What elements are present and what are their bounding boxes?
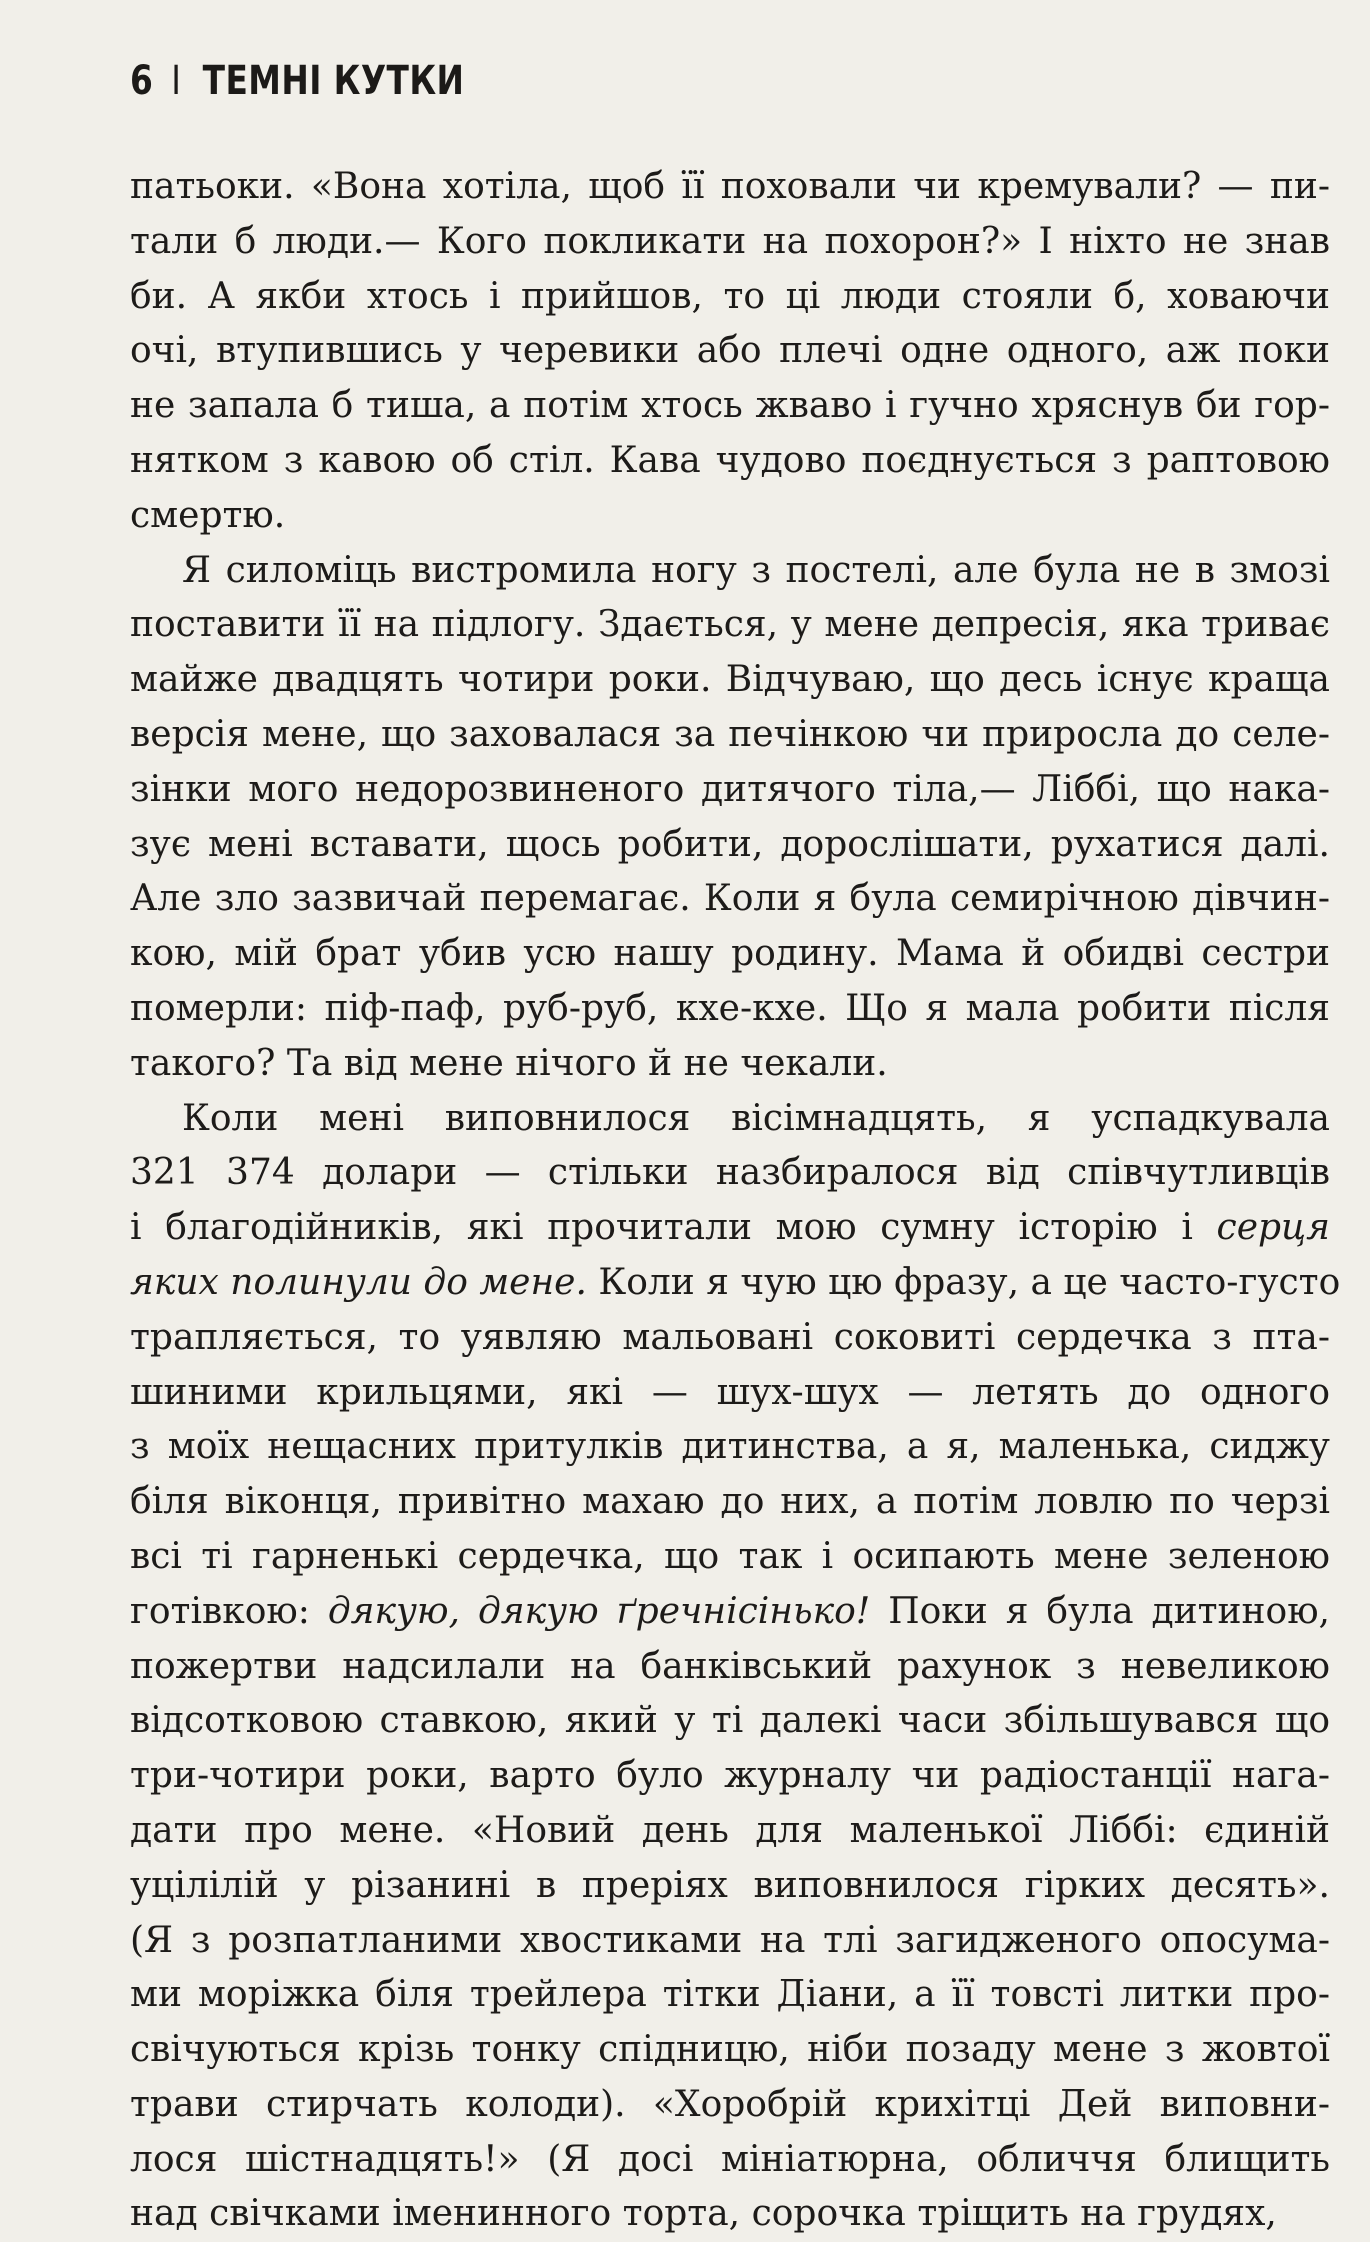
text-line	[130, 1475, 1330, 1530]
text-segment: лося шістнадцять!» (Я досі мініатюрна, обличчя блищить	[130, 2138, 1330, 2180]
text-line	[130, 544, 1330, 599]
text-line	[130, 1092, 1330, 1147]
text-segment: зує мені вставати, щось робити, дорослішати, рухатися далі.	[130, 823, 1330, 865]
text-line	[130, 653, 1330, 708]
page-number: 6	[130, 58, 154, 104]
text-segment: зінки мого недорозвиненого дитячого тіла,— Ліббі, що нака-	[130, 768, 1330, 810]
text-segment: Я силоміць вистромила ногу з постелі, але була не в змозі	[182, 549, 1330, 591]
running-head	[130, 58, 464, 104]
text-segment: би. А якби хтось і прийшов, то ці люди стояли б, ховаючи	[130, 275, 1330, 317]
text-line	[130, 1804, 1330, 1859]
italic-text: яких полинули до мене.	[130, 1261, 587, 1303]
text-line	[130, 818, 1330, 873]
text-segment: Поки я була дитиною,	[870, 1590, 1330, 1632]
text-segment: майже двадцять чотири роки. Відчуваю, що десь існує краща	[130, 659, 1330, 701]
italic-text: серця	[1216, 1207, 1330, 1249]
text-segment: пожертви надсилали на банківський рахунок з невеликою	[130, 1645, 1330, 1687]
text-line	[130, 489, 1330, 544]
text-line	[130, 1366, 1330, 1421]
text-line	[130, 434, 1330, 489]
text-segment: трави стирчать колоди). «Хоробрій крихітці Дей виповни-	[130, 2083, 1330, 2125]
text-segment: 321 374 долари — стільки назбиралося від співчутливців	[130, 1152, 1330, 1194]
text-line	[130, 1530, 1330, 1585]
text-line	[130, 1694, 1330, 1749]
text-line	[130, 270, 1330, 325]
text-line	[130, 2187, 1330, 2242]
text-line	[130, 2133, 1330, 2188]
text-segment: готівкою:	[130, 1590, 328, 1632]
text-segment: з моїх нещасних притулків дитинства, а я, маленька, сиджу	[130, 1426, 1330, 1468]
paragraph	[130, 160, 1330, 544]
text-line	[130, 598, 1330, 653]
text-segment: Коли я чую цю фразу, а це часто-густо	[586, 1261, 1341, 1303]
text-line	[130, 2078, 1330, 2133]
text-segment: над свічками іменинного торта, сорочка тріщить на грудях,	[130, 2193, 1277, 2235]
paragraph	[130, 544, 1330, 1092]
book-title: ТЕМНІ КУТКИ	[202, 58, 465, 104]
text-segment: такого? Та від мене нічого й не чекали.	[130, 1042, 888, 1084]
text-line	[130, 1037, 1330, 1092]
paragraph	[130, 1092, 1341, 2242]
text-segment: шиними крильцями, які — шух-шух — летять до одного	[130, 1371, 1330, 1413]
text-segment: відсотковою ставкою, який у ті далекі часи збільшувався що	[130, 1700, 1330, 1742]
text-segment: не запала б тиша, а потім хтось жваво і гучно хряснув би гор-	[130, 385, 1330, 427]
text-segment: Коли мені виповнилося вісімнадцять, я успадкувала	[182, 1097, 1330, 1139]
text-segment: кою, мій брат убив усю нашу родину. Мама й обидві сестри	[130, 933, 1330, 975]
text-segment: (Я з розпатланими хвостиками на тлі загидженого опосума-	[130, 1919, 1330, 1961]
text-line	[130, 215, 1330, 270]
header-separator: I	[171, 58, 182, 104]
text-line	[130, 2023, 1330, 2078]
text-line	[130, 1859, 1330, 1914]
text-line	[130, 1640, 1330, 1695]
text-line	[130, 1914, 1330, 1969]
text-line	[130, 708, 1330, 763]
text-line	[130, 1311, 1330, 1366]
text-segment: нятком з кавою об стіл. Кава чудово поєднується з раптовою	[130, 439, 1330, 481]
text-segment: ми моріжка біля трейлера тітки Діани, а її товсті литки про-	[130, 1974, 1330, 2016]
text-segment: Але зло зазвичай перемагає. Коли я була семирічною дівчин-	[130, 878, 1330, 920]
text-segment: свічуються крізь тонку спідницю, ніби позаду мене з жовтої	[130, 2029, 1330, 2071]
italic-text: дякую, дякую ґречнісінько!	[327, 1590, 871, 1632]
text-line	[130, 982, 1330, 1037]
text-segment: дати про мене. «Новий день для маленької Ліббі: єдиній	[130, 1809, 1330, 1851]
text-segment: смертю.	[130, 494, 286, 536]
text-segment: три-чотири роки, варто було журналу чи радіостанції нага-	[130, 1755, 1330, 1797]
text-segment: поставити її на підлогу. Здається, у мене депресія, яка триває	[130, 604, 1330, 646]
text-segment: тали б люди.— Кого покликати на похорон?» І ніхто не знав	[130, 220, 1330, 262]
text-segment: всі ті гарненькі сердечка, що так і осипають мене зеленою	[130, 1535, 1330, 1577]
text-segment: очі, втупившись у черевики або плечі одне одного, аж поки	[130, 330, 1330, 372]
text-segment: версія мене, що заховалася за печінкою чи приросла до селе-	[130, 713, 1330, 755]
body-text	[130, 160, 1341, 2242]
text-line	[130, 1749, 1330, 1804]
text-segment: уцілілій у різанині в преріях виповнилося гірких десять».	[130, 1864, 1330, 1906]
text-line	[130, 1968, 1330, 2023]
text-line	[130, 1585, 1330, 1640]
text-line	[130, 1420, 1330, 1475]
text-line	[130, 872, 1330, 927]
text-segment: і благодійників, які прочитали мою сумну історію і	[130, 1207, 1217, 1249]
text-segment: померли: піф-паф, руб-руб, кхе-кхе. Що я мала робити після	[130, 987, 1330, 1029]
text-line	[130, 379, 1330, 434]
text-segment: патьоки. «Вона хотіла, щоб її поховали чи кремували? — пи-	[130, 166, 1330, 207]
text-line	[130, 1256, 1341, 1311]
text-line	[130, 1201, 1330, 1256]
text-line	[130, 1146, 1330, 1201]
text-segment: біля віконця, привітно махаю до них, а потім ловлю по черзі	[130, 1481, 1330, 1523]
text-segment: трапляється, то уявляю мальовані соковиті сердечка з пта-	[130, 1316, 1330, 1358]
text-line	[130, 927, 1330, 982]
text-line	[130, 160, 1330, 215]
text-line	[130, 324, 1330, 379]
text-line	[130, 763, 1330, 818]
